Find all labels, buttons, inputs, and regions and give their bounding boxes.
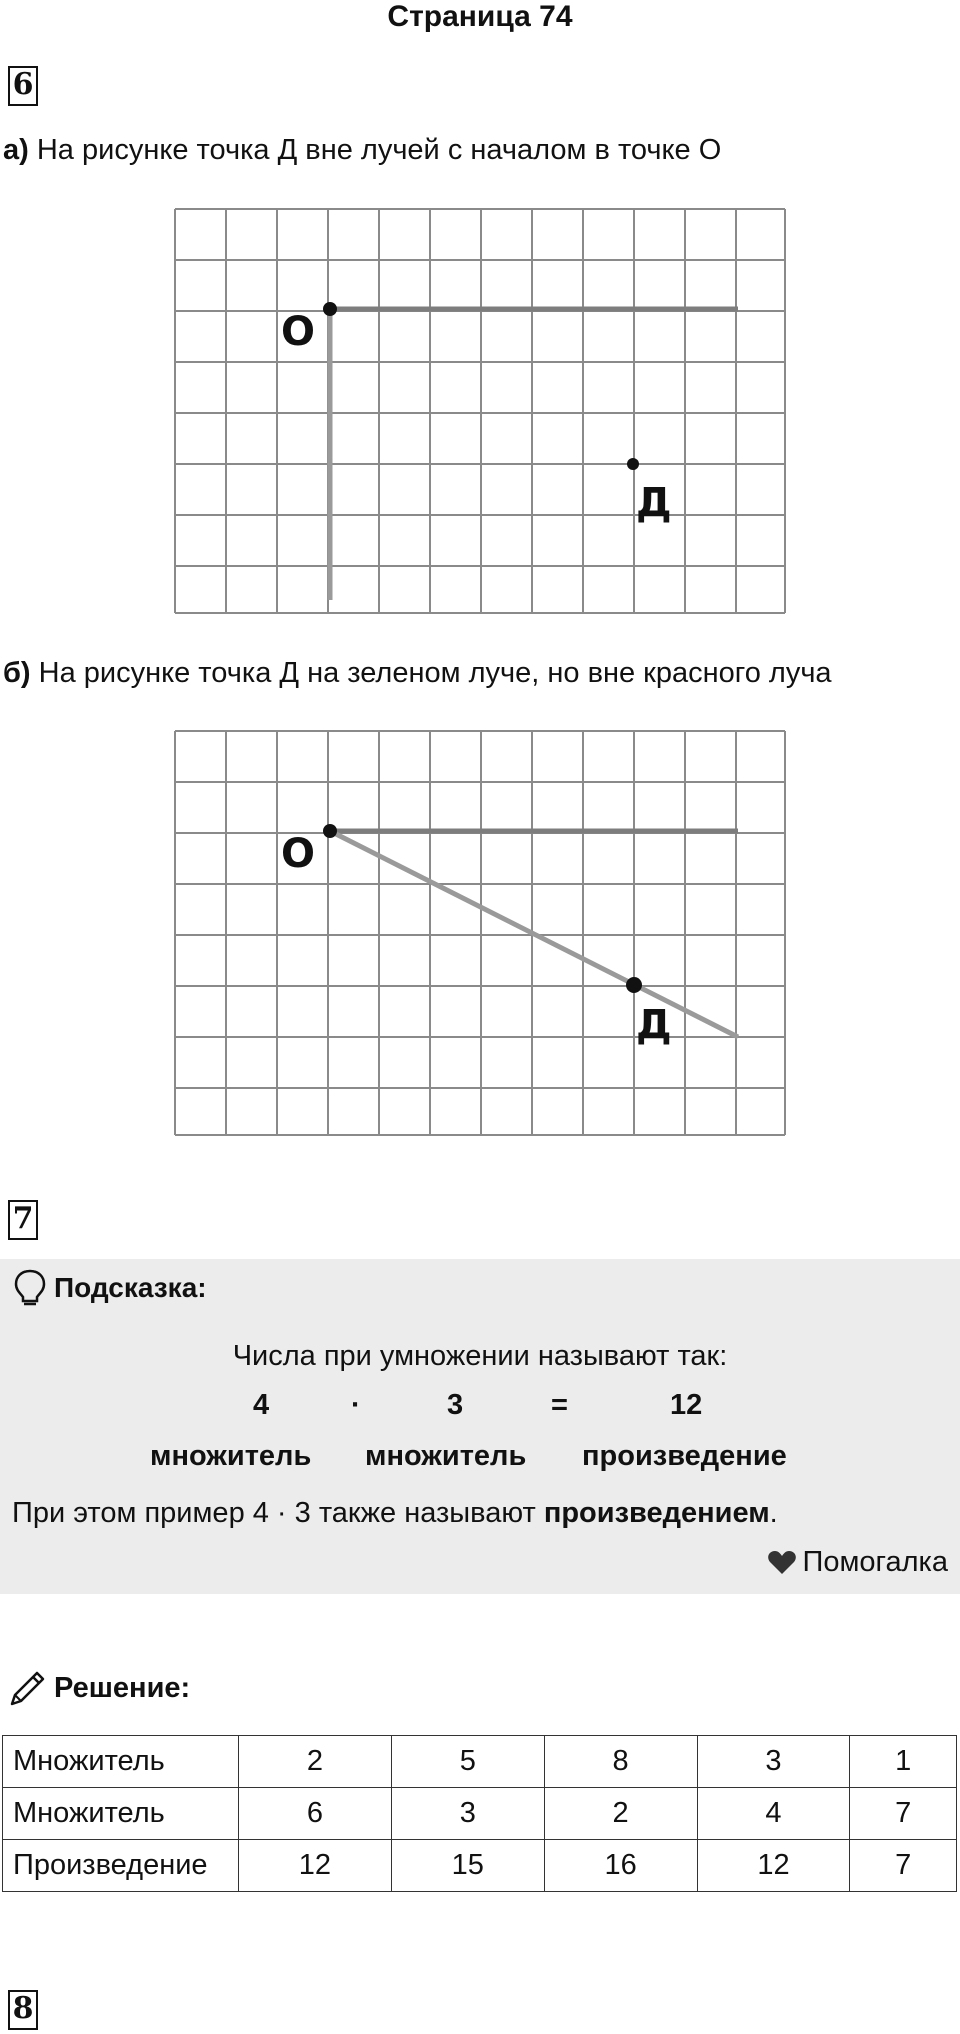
hint-note-prefix: При этом пример 4 · 3 также называют <box>12 1497 544 1529</box>
task-number-8: 8 <box>8 1990 38 2030</box>
table-cell: 2 <box>239 1736 392 1788</box>
table-row <box>3 1788 957 1840</box>
solution-title: Решение: <box>54 1671 191 1704</box>
point-o-b <box>323 824 337 838</box>
table-row <box>3 1840 957 1892</box>
table-cell: 6 <box>239 1788 392 1840</box>
hint-header <box>12 1268 207 1308</box>
hint-note <box>12 1495 778 1531</box>
table-cell: 15 <box>391 1840 544 1892</box>
hint-intro: Числа при умножении называют так: <box>232 1340 728 1372</box>
name-factor-b: множитель <box>365 1440 527 1472</box>
grid-figure-a <box>172 205 792 630</box>
eq-multiply-sign: · <box>351 1389 361 1421</box>
eq-equals-sign: = <box>551 1389 568 1421</box>
hint-note-bold: произведением <box>543 1497 770 1529</box>
task6b-statement <box>3 655 832 691</box>
row-label: Произведение <box>3 1840 239 1892</box>
table-cell: 5 <box>391 1736 544 1788</box>
label-o-b: О <box>281 831 316 877</box>
solution-table <box>2 1735 957 1892</box>
point-o-a <box>323 302 337 316</box>
pencil-icon <box>8 1668 48 1708</box>
hint-note-suffix: . <box>769 1497 778 1529</box>
table-cell: 4 <box>697 1788 850 1840</box>
label-d-a: Д <box>636 480 672 526</box>
table-cell: 2 <box>544 1788 697 1840</box>
page-title: Страница 74 <box>387 0 573 33</box>
row-label: Множитель <box>3 1788 239 1840</box>
solution-header <box>8 1668 190 1708</box>
name-factor-a: множитель <box>150 1440 312 1472</box>
task6a-text: На рисунке точка Д вне лучей с началом в точке О <box>36 134 722 166</box>
table-row <box>3 1736 957 1788</box>
brand-signature <box>767 1546 948 1579</box>
table-cell: 8 <box>544 1736 697 1788</box>
point-d-a <box>627 458 639 470</box>
grid-a-lines <box>175 209 785 613</box>
eq-factor-a: 4 <box>253 1389 270 1421</box>
table-cell: 12 <box>239 1840 392 1892</box>
name-product: произведение <box>582 1440 787 1472</box>
task-number-6: 6 <box>8 66 38 106</box>
table-cell: 7 <box>850 1788 957 1840</box>
point-d-b <box>626 977 642 993</box>
task6a-statement <box>3 132 721 168</box>
table-cell: 3 <box>391 1788 544 1840</box>
eq-product: 12 <box>670 1389 703 1421</box>
task-number-7: 7 <box>8 1200 38 1240</box>
row-label: Множитель <box>3 1736 239 1788</box>
hint-title: Подсказка: <box>54 1272 207 1303</box>
lightbulb-icon <box>12 1268 48 1308</box>
grid-a-svg <box>172 205 792 625</box>
grid-b-svg <box>172 727 792 1147</box>
task6b-marker: б) <box>3 657 31 689</box>
hint-equation <box>0 1389 960 1429</box>
table-cell: 16 <box>544 1840 697 1892</box>
hint-names <box>0 1440 960 1480</box>
grid-figure-b <box>172 727 792 1152</box>
label-d-b: Д <box>636 1002 672 1048</box>
grid-b-lines <box>175 731 785 1135</box>
task6b-text: На рисунке точка Д на зеленом луче, но вне красного луча <box>38 657 832 689</box>
table-cell: 3 <box>697 1736 850 1788</box>
task6a-marker: а) <box>3 134 29 166</box>
table-cell: 1 <box>850 1736 957 1788</box>
label-o-a: О <box>281 309 316 355</box>
heart-icon <box>767 1550 797 1576</box>
table-cell: 7 <box>850 1840 957 1892</box>
eq-factor-b: 3 <box>447 1389 464 1421</box>
brand-name: Помогалка <box>802 1546 948 1578</box>
table-cell: 12 <box>697 1840 850 1892</box>
